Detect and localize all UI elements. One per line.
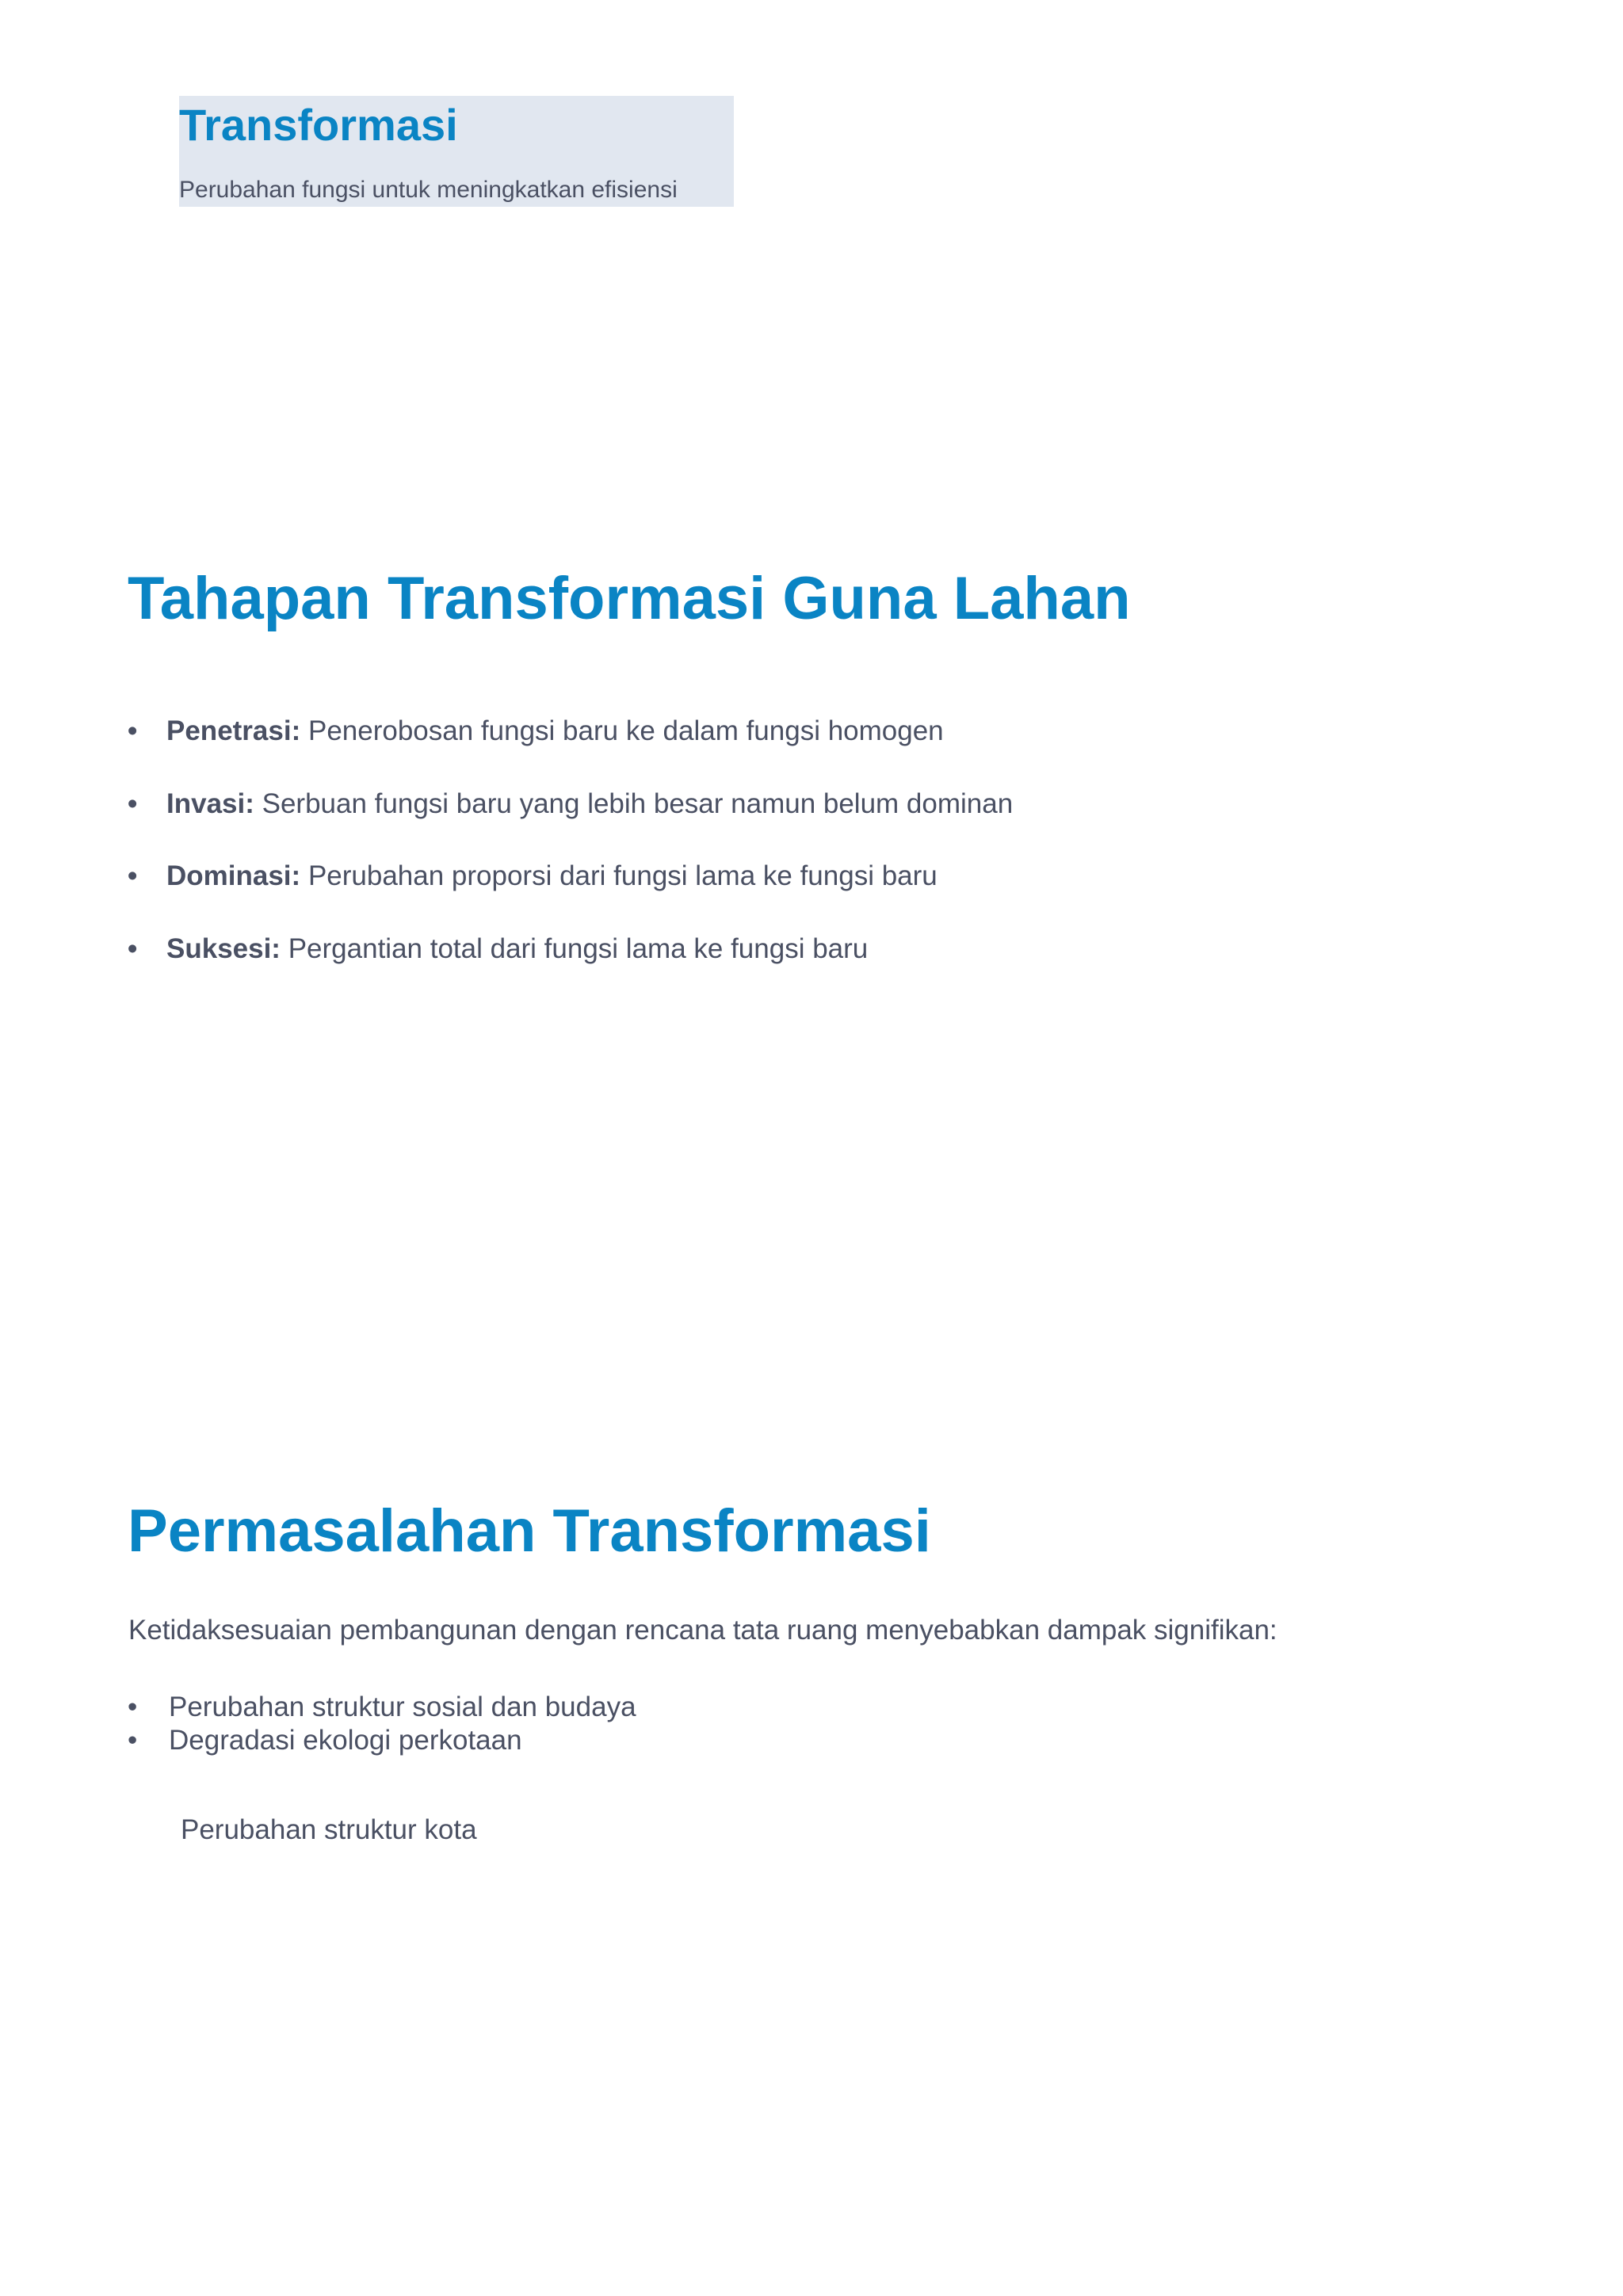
impact-text: Degradasi ekologi perkotaan <box>169 1725 522 1756</box>
bullet-marker: • <box>128 788 138 819</box>
impact-item <box>128 1691 636 1724</box>
stage-description: Penerobosan fungsi baru ke dalam fungsi homogen <box>307 715 944 746</box>
bullet-marker: • <box>128 1725 138 1756</box>
bullet-marker: • <box>128 715 138 746</box>
stages-list <box>128 709 1013 999</box>
card-subtitle: Perubahan fungsi untuk meningkatkan efisiensi <box>179 177 678 203</box>
impact-item <box>128 1724 636 1757</box>
problems-heading: Permasalahan Transformasi <box>128 1497 931 1565</box>
stage-term: Suksesi: <box>166 933 281 964</box>
bullet-marker: • <box>128 860 138 891</box>
stage-description: Pergantian total dari fungsi lama ke fungsi baru <box>288 933 869 964</box>
bullet-marker: • <box>128 933 138 964</box>
impact-extra-text: Perubahan struktur kota <box>181 1814 477 1845</box>
stage-item-invasi <box>128 782 1013 855</box>
stage-description: Serbuan fungsi baru yang lebih besar namun belum dominan <box>262 788 1014 819</box>
stages-heading: Tahapan Transformasi Guna Lahan <box>128 565 1131 632</box>
bullet-marker: • <box>128 1691 138 1722</box>
stage-item-dominasi <box>128 854 1013 927</box>
impacts-list <box>128 1691 636 1757</box>
stage-item-suksesi <box>128 927 1013 1000</box>
stage-term: Invasi: <box>166 788 254 819</box>
card-title: Transformasi <box>179 100 458 150</box>
stage-item-penetrasi <box>128 709 1013 782</box>
stage-term: Penetrasi: <box>166 715 301 746</box>
problems-intro: Ketidaksesuaian pembangunan dengan rencana tata ruang menyebabkan dampak signifikan: <box>128 1615 1277 1646</box>
impact-text: Perubahan struktur sosial dan budaya <box>169 1691 636 1722</box>
stage-term: Dominasi: <box>166 860 301 891</box>
stage-description: Perubahan proporsi dari fungsi lama ke fungsi baru <box>307 860 938 891</box>
